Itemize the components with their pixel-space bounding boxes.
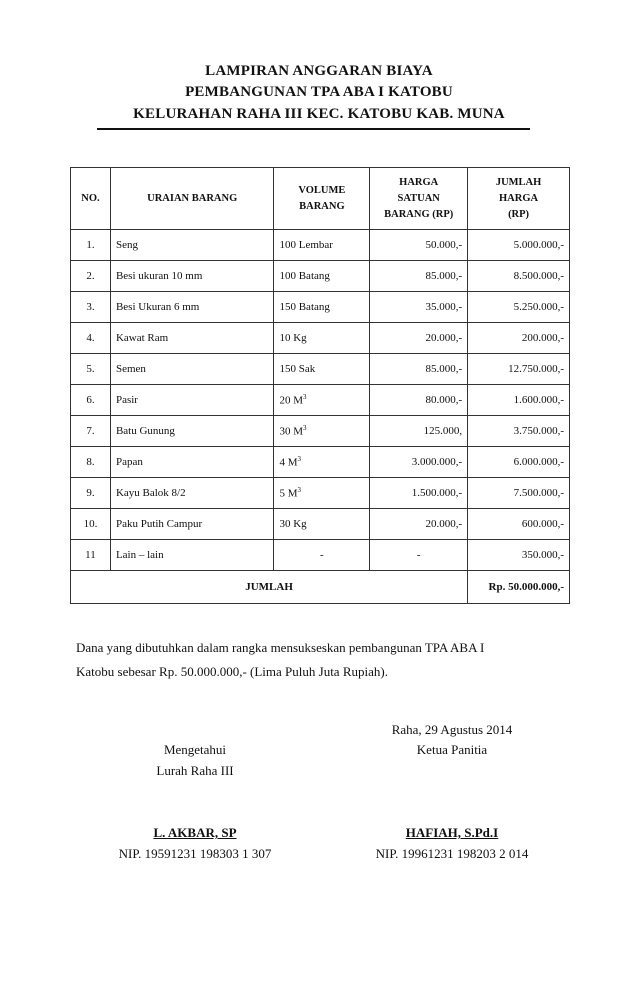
table-header-row <box>71 168 570 230</box>
col-header-volume: VOLUME BARANG <box>274 168 370 230</box>
total-value: Rp. 50.000.000,- <box>468 571 570 604</box>
cell-volume: 10 Kg <box>274 323 370 354</box>
table-row <box>71 447 570 478</box>
cell-jumlah: 350.000,- <box>468 540 570 571</box>
funding-paragraph <box>76 636 576 684</box>
doc-title-line1: LAMPIRAN ANGGARAN BIAYA <box>205 63 433 79</box>
left-signer-name: L. AKBAR, SP <box>153 825 237 840</box>
cell-jumlah: 3.750.000,- <box>468 416 570 447</box>
cell-harga: - <box>370 540 468 571</box>
cell-jumlah: 7.500.000,- <box>468 478 570 509</box>
table-row <box>71 478 570 509</box>
doc-title-line3: KELURAHAN RAHA III KEC. KATOBU KAB. MUNA <box>133 106 505 122</box>
cell-no: 7. <box>71 416 111 447</box>
cell-uraian: Besi Ukuran 6 mm <box>110 292 274 323</box>
cell-volume: 150 Sak <box>274 354 370 385</box>
left-signer-nip: NIP. 19591231 198303 1 307 <box>118 846 272 861</box>
cell-volume: 4 $M^3$ <box>274 447 370 478</box>
right-signer-nip: NIP. 19961231 198203 2 014 <box>375 846 529 861</box>
table-row <box>71 323 570 354</box>
cell-no: 3. <box>71 292 111 323</box>
cell-harga: 3.000.000,- <box>370 447 468 478</box>
cell-jumlah: 5.000.000,- <box>468 230 570 261</box>
cell-no: 4. <box>71 323 111 354</box>
place-date: Raha, 29 Agustus 2014 <box>391 722 513 737</box>
total-label: JUMLAH <box>71 571 468 604</box>
cell-volume: 150 Batang <box>274 292 370 323</box>
cell-no: 9. <box>71 478 111 509</box>
table-row <box>71 385 570 416</box>
cell-uraian: Paku Putih Campur <box>110 509 274 540</box>
cell-harga: 50.000,- <box>370 230 468 261</box>
cell-jumlah: 200.000,- <box>468 323 570 354</box>
left-signer-role2: Lurah Raha III <box>156 763 234 778</box>
cell-uraian: Kayu Balok 8/2 <box>110 478 274 509</box>
total-row <box>71 571 570 604</box>
cell-no: 6. <box>71 385 111 416</box>
cell-uraian: Lain – lain <box>110 540 274 571</box>
cell-no: 1. <box>71 230 111 261</box>
right-signer-name: HAFIAH, S.Pd.I <box>405 825 499 840</box>
table-row <box>71 540 570 571</box>
cell-harga: 80.000,- <box>370 385 468 416</box>
cell-no: 8. <box>71 447 111 478</box>
cell-harga: 20.000,- <box>370 323 468 354</box>
cell-jumlah: 6.000.000,- <box>468 447 570 478</box>
col-header-harga: HARGA SATUAN BARANG (RP) <box>370 168 468 230</box>
budget-table <box>70 167 570 604</box>
table-row <box>71 416 570 447</box>
cell-uraian: Semen <box>110 354 274 385</box>
cell-jumlah: 5.250.000,- <box>468 292 570 323</box>
cell-harga: 125.000, <box>370 416 468 447</box>
cell-uraian: Seng <box>110 230 274 261</box>
cell-harga: 35.000,- <box>370 292 468 323</box>
cell-volume: 20 $M^3$ <box>274 385 370 416</box>
cell-jumlah: 12.750.000,- <box>468 354 570 385</box>
cell-jumlah: 1.600.000,- <box>468 385 570 416</box>
right-signer-role: Ketua Panitia <box>416 742 488 757</box>
cell-uraian: Papan <box>110 447 274 478</box>
col-header-uraian: URAIAN BARANG <box>110 168 274 230</box>
cell-no: 10. <box>71 509 111 540</box>
cell-harga: 85.000,- <box>370 261 468 292</box>
cell-no: 5. <box>71 354 111 385</box>
cell-uraian: Batu Gunung <box>110 416 274 447</box>
left-signer-role1: Mengetahui <box>163 742 227 757</box>
cell-harga: 20.000,- <box>370 509 468 540</box>
cell-volume: 30 Kg <box>274 509 370 540</box>
title-underline <box>97 128 530 130</box>
paragraph-line1: Dana yang dibutuhkan dalam rangka mensukseskan pembangunan TPA ABA I <box>76 640 485 655</box>
cell-harga: 1.500.000,- <box>370 478 468 509</box>
cell-harga: 85.000,- <box>370 354 468 385</box>
cell-uraian: Besi ukuran 10 mm <box>110 261 274 292</box>
cell-volume: - <box>274 540 370 571</box>
cell-jumlah: 8.500.000,- <box>468 261 570 292</box>
cell-no: 2. <box>71 261 111 292</box>
cell-volume: 100 Lembar <box>274 230 370 261</box>
table-row <box>71 354 570 385</box>
doc-title-line2: PEMBANGUNAN TPA ABA I KATOBU <box>185 84 453 100</box>
paragraph-line2: Katobu sebesar Rp. 50.000.000,- (Lima Puluh Juta Rupiah). <box>76 664 388 679</box>
table-row <box>71 261 570 292</box>
cell-volume: 5 $M^3$ <box>274 478 370 509</box>
table-row <box>71 292 570 323</box>
table-row <box>71 509 570 540</box>
table-row <box>71 230 570 261</box>
cell-no: 11 <box>71 540 111 571</box>
cell-volume: 100 Batang <box>274 261 370 292</box>
col-header-jumlah: JUMLAH HARGA (RP) <box>468 168 570 230</box>
cell-uraian: Kawat Ram <box>110 323 274 354</box>
cell-uraian: Pasir <box>110 385 274 416</box>
cell-jumlah: 600.000,- <box>468 509 570 540</box>
col-header-no: NO. <box>71 168 111 230</box>
cell-volume: 30 $M^3$ <box>274 416 370 447</box>
